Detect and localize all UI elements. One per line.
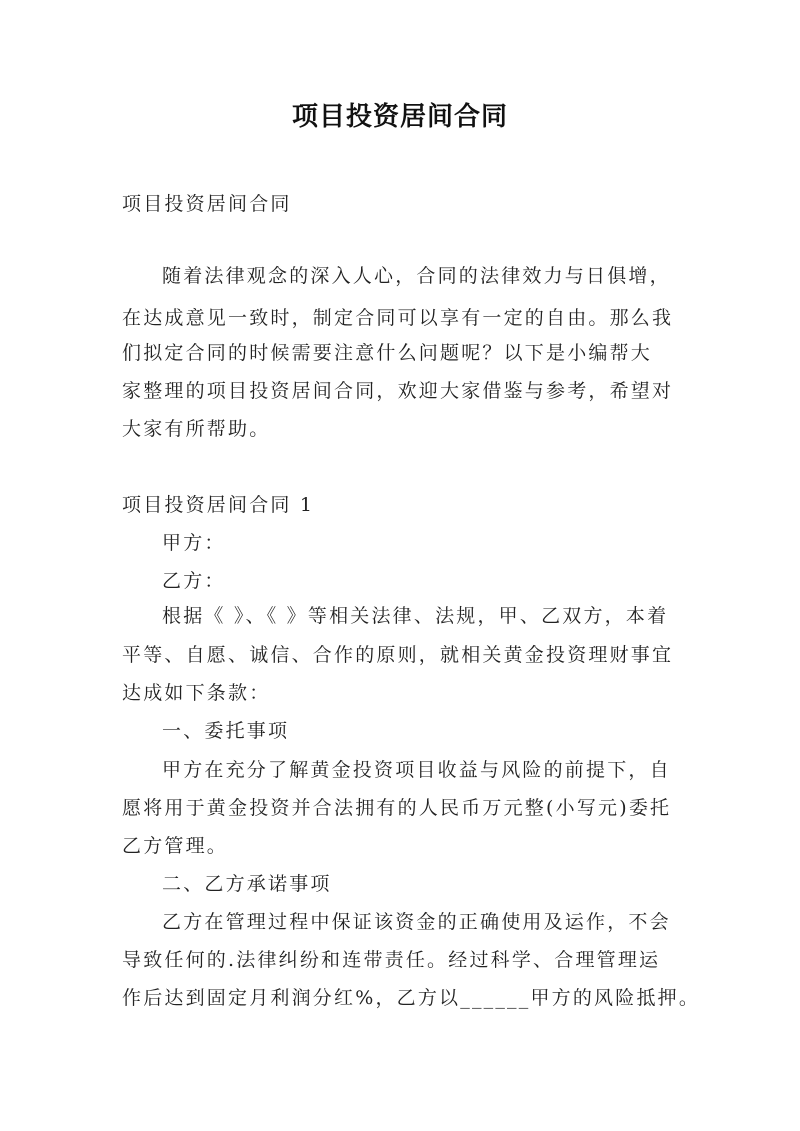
- section-2-line: 乙方在管理过程中保证该资金的正确使用及运作，不会: [162, 911, 671, 933]
- basis-line: 根据《 》、《 》等相关法律、法规，甲、乙双方，本着: [162, 605, 669, 627]
- contract-heading: 项目投资居间合同 1: [122, 494, 315, 516]
- section-1-heading: 一、委托事项: [162, 720, 290, 742]
- party-b-label: 乙方：: [162, 570, 226, 592]
- intro-line: 随着法律观念的深入人心，合同的法律效力与日俱增，: [162, 265, 671, 287]
- section-2-line: 导致任何的.法律纠纷和连带责任。经过科学、合理管理运: [122, 949, 661, 971]
- basis-line: 平等、自愿、诚信、合作的原则，就相关黄金投资理财事宜: [122, 644, 674, 666]
- intro-line: 家整理的项目投资居间合同，欢迎大家借鉴与参考，希望对: [122, 380, 674, 402]
- section-2-line: 作后达到固定月利润分红%，乙方以______甲方的风险抵押。: [122, 987, 701, 1009]
- document-title: 项目投资居间合同: [291, 102, 508, 132]
- intro-line: 们拟定合同的时候需要注意什么问题呢？以下是小编帮大: [122, 342, 653, 364]
- section-1-line: 乙方管理。: [122, 835, 229, 857]
- intro-line: 大家有所帮助。: [122, 418, 271, 440]
- party-a-label: 甲方：: [162, 532, 226, 554]
- section-2-heading: 二、乙方承诺事项: [162, 873, 332, 895]
- section-1-line: 愿将用于黄金投资并合法拥有的人民币万元整(小写元)委托: [122, 797, 672, 819]
- document-subtitle: 项目投资居间合同: [122, 193, 292, 215]
- section-1-line: 甲方在充分了解黄金投资项目收益与风险的前提下，自: [162, 759, 671, 781]
- basis-line: 达成如下条款：: [122, 682, 271, 704]
- intro-line: 在达成意见一致时，制定合同可以享有一定的自由。那么我: [122, 307, 674, 329]
